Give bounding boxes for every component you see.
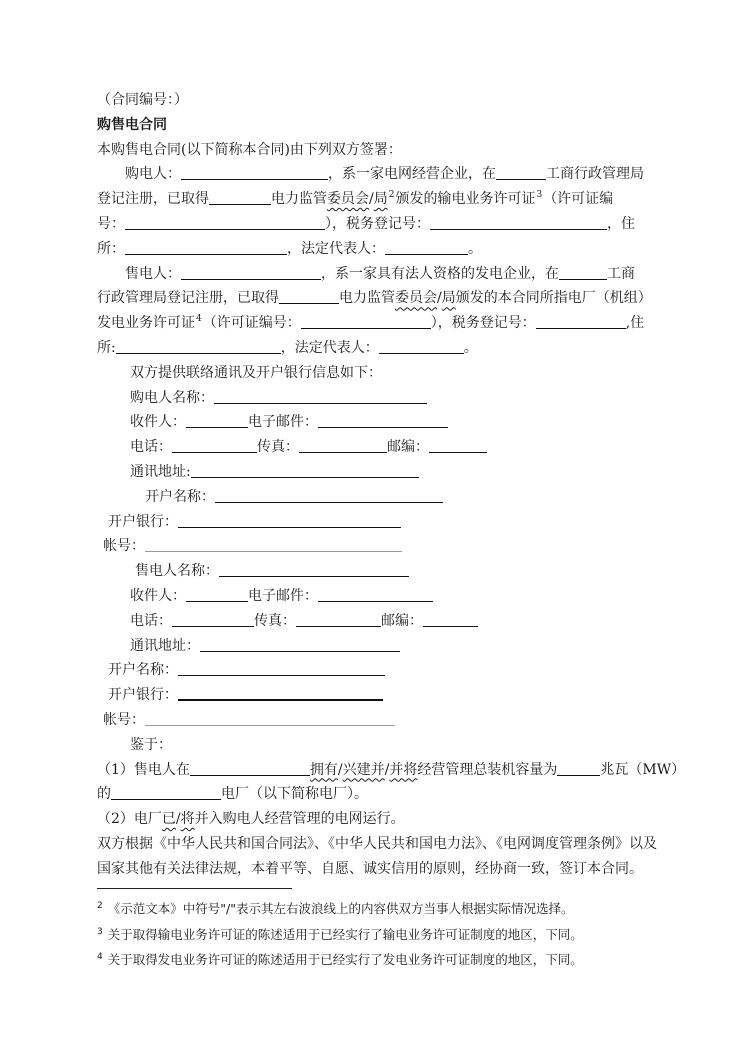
- choice-option-willbe: 将: [180, 811, 195, 828]
- seller-contact-recipient-row: [97, 584, 655, 609]
- text-run: 兆瓦（MW）: [600, 761, 686, 778]
- fill-in-blank: [178, 684, 383, 701]
- buyer-account-no-row: [97, 534, 655, 559]
- buyer-contact-phone-row: [97, 435, 655, 460]
- whereas-clause2: [97, 807, 655, 832]
- fill-in-blank: [145, 536, 402, 552]
- text-run: 号：: [97, 215, 125, 232]
- field-label: 邮编：: [387, 439, 429, 456]
- text-run: 鉴于：: [130, 736, 172, 753]
- fill-in-blank-legal-rep: [379, 338, 464, 354]
- fill-in-blank-plant-name: [111, 784, 221, 800]
- text-run: 并入购电人经营管理的电网运行。: [194, 811, 405, 828]
- buyer-paragraph-line1: [97, 162, 655, 187]
- text-run: ，法定代表人：: [287, 240, 385, 257]
- whereas-clause1-line2: [97, 782, 655, 807]
- text-run: （1）售电人在: [97, 761, 190, 778]
- field-label: 电子邮件：: [248, 587, 318, 604]
- slash-separator: /: [175, 811, 181, 828]
- fill-in-blank-registry-place: [559, 264, 607, 280]
- seller-paragraph-line1: [97, 262, 655, 287]
- text-run: 双方提供联络通讯及开户银行信息如下：: [130, 364, 382, 381]
- field-label: 传真：: [254, 612, 296, 629]
- buyer-paragraph-line2: [97, 187, 655, 212]
- seller-contact-phone-row: [97, 609, 655, 634]
- text-run: 发电业务许可证: [97, 315, 195, 332]
- text-run: （许可证编: [543, 191, 614, 208]
- seller-contact-address-row: [97, 634, 655, 659]
- field-label: 电话：: [130, 612, 172, 629]
- fill-in-blank: [191, 462, 419, 478]
- footnote-marker: 4: [97, 952, 103, 962]
- field-label: 电子邮件：: [248, 414, 318, 431]
- choice-option-building: 兴建并: [342, 761, 385, 778]
- text-run: （许可证编号：: [202, 315, 301, 332]
- text-run: 经营管理总装机容量为: [417, 761, 558, 778]
- choice-option-will: 并将: [389, 761, 418, 778]
- fill-in-blank-capacity: [557, 760, 600, 776]
- fill-in-blank: [214, 388, 427, 404]
- fill-in-blank-tax-no: [536, 313, 626, 329]
- closing-paragraph-line2: [97, 857, 655, 882]
- slash-separator: /: [384, 761, 390, 778]
- buyer-paragraph-line3: [97, 212, 655, 237]
- fill-in-blank: [178, 512, 401, 528]
- text-run: 颁发的本合同所指电厂（机组）: [455, 290, 652, 307]
- fill-in-blank-buyer-name: [181, 164, 328, 180]
- text-run: （2）电厂: [97, 811, 162, 828]
- footnotes-block: [97, 895, 657, 972]
- text-run: ），税务登记号：: [430, 315, 536, 332]
- text-run: 电力监管: [339, 290, 395, 307]
- choice-option-owns: 拥有: [309, 761, 338, 778]
- text-run: 所:: [97, 339, 116, 356]
- choice-option-already: 已: [161, 811, 176, 828]
- seller-account-name-row: [97, 658, 655, 683]
- fill-in-blank: [423, 611, 478, 627]
- whereas-header: [97, 733, 655, 758]
- field-label: 售电人名称：: [135, 563, 219, 580]
- fill-in-blank-legal-rep: [385, 239, 468, 255]
- choice-option-bureau: 局: [373, 191, 388, 208]
- buyer-paragraph-line4: [97, 237, 655, 262]
- fill-in-blank: [145, 710, 395, 726]
- text-run: 电力监管: [271, 191, 327, 208]
- whereas-clause1-line1: [97, 758, 686, 783]
- field-label: 开户名称：: [145, 488, 215, 505]
- text-run: ，法定代表人：: [280, 339, 379, 356]
- fill-in-blank-tax-no: [430, 214, 607, 230]
- closing-paragraph-line1: [97, 832, 655, 857]
- footnote-marker: 3: [97, 926, 103, 937]
- fill-in-blank: [299, 437, 387, 453]
- text-run: 本购售电合同(以下简称本合同)由下列双方签署：: [97, 141, 402, 158]
- seller-paragraph-line2: [97, 286, 655, 311]
- fill-in-blank: [219, 561, 409, 577]
- seller-bank-row: [97, 683, 655, 708]
- buyer-account-name-row: [97, 485, 655, 510]
- text-run: （合同编号：）: [97, 92, 188, 108]
- text-run: ,住: [625, 315, 645, 332]
- fill-in-blank-license-no: [301, 313, 431, 329]
- seller-paragraph-line3: [97, 311, 655, 336]
- footnote-text: 关于取得输电业务许可证的陈述适用于已经实行了输电业务许可证制度的地区，下同。: [107, 926, 583, 942]
- text-run: ，住: [607, 215, 635, 232]
- seller-paragraph-line4: [97, 336, 655, 361]
- footnote-separator: [97, 888, 292, 889]
- footnote-marker: 2: [97, 901, 103, 911]
- fill-in-blank: [178, 660, 385, 676]
- field-label: 通讯地址：: [130, 637, 200, 654]
- contract-number-note: [97, 88, 655, 113]
- footnote-ref-2: 2: [388, 190, 395, 201]
- fill-in-blank-seller-name: [181, 264, 321, 280]
- text-run: 登记注册，已取得: [97, 191, 209, 208]
- footnote-ref-3: 3: [536, 190, 543, 201]
- text-run: ，系一家电网经营企业，在: [328, 166, 496, 183]
- text-run: 的: [97, 786, 111, 803]
- text-run: 。: [463, 339, 478, 356]
- fill-in-blank: [172, 437, 257, 453]
- buyer-contact-address-row: [97, 460, 655, 485]
- field-label: 收件人：: [130, 587, 186, 604]
- fill-in-blank: [318, 586, 433, 602]
- footnote-ref-4: 4: [196, 314, 202, 325]
- slash-separator: /: [337, 761, 343, 778]
- seller-contact-name-row: [97, 559, 655, 584]
- contact-info-header: [97, 361, 655, 386]
- fill-in-blank: [186, 586, 248, 602]
- fill-in-blank: [200, 636, 400, 652]
- text-run: 所：: [97, 240, 125, 257]
- fill-in-blank-location: [190, 760, 310, 776]
- field-label: 传真：: [257, 439, 299, 456]
- fill-in-blank: [186, 412, 248, 428]
- buyer-bank-row: [97, 510, 655, 535]
- field-label: 开户银行：: [108, 513, 178, 530]
- text-run: 颁发的输电业务许可证: [395, 191, 536, 208]
- fill-in-blank: [296, 611, 381, 627]
- document-body: [97, 88, 686, 882]
- footnote-text: 《示范文本》中符号"/"表示其左右波浪线上的内容供双方当事人根据实际情况选择。: [107, 901, 574, 916]
- fill-in-blank: [318, 412, 448, 428]
- text-run: 行政管理局登记注册，已取得: [97, 290, 279, 307]
- choice-option-bureau: 局: [441, 290, 456, 307]
- intro-line: [97, 138, 655, 163]
- choice-option-committee: 委员会: [395, 290, 437, 307]
- field-label: 开户银行：: [108, 687, 178, 704]
- slash-separator: /: [369, 191, 374, 208]
- fill-in-blank-domicile: [125, 239, 287, 255]
- text-run: 工商行政管理局: [546, 166, 644, 183]
- text-run: 国家其他有关法律法规，本着平等、自愿、诚实信用的原则，经协商一致，签订本合同。: [97, 860, 643, 877]
- text-run: 电厂（以下简称电厂）。: [221, 786, 368, 803]
- fill-in-blank-domicile: [116, 338, 281, 354]
- fill-in-blank: [215, 487, 443, 503]
- fill-in-blank-license-no: [125, 214, 325, 230]
- text-run: 双方根据《中华人民共和国合同法》、《中华人民共和国电力法》、《电网调度管理条例》以及: [97, 835, 657, 852]
- field-label: 帐号：: [103, 538, 145, 555]
- field-label: 电话：: [130, 439, 172, 456]
- text-run: ），税务登记号：: [325, 215, 430, 232]
- fill-in-blank: [429, 437, 487, 453]
- field-label: 帐号：: [103, 711, 145, 728]
- field-label: 收件人：: [130, 414, 186, 431]
- field-label: 开户名称：: [108, 662, 178, 679]
- buyer-label: 购电人：: [125, 166, 181, 183]
- fill-in-blank-regulator-region: [279, 288, 339, 304]
- footnote-4: [97, 946, 657, 972]
- slash-separator: /: [437, 290, 442, 307]
- fill-in-blank-registry-place: [496, 164, 546, 180]
- text-run: 。: [468, 240, 482, 257]
- text-run: ，系一家具有法人资格的发电企业，在: [321, 265, 559, 282]
- seller-label: 售电人：: [125, 265, 181, 282]
- footnote-2: [97, 895, 657, 921]
- fill-in-blank: [172, 611, 254, 627]
- field-label: 通讯地址:: [130, 463, 191, 480]
- field-label: 邮编：: [381, 612, 423, 629]
- text-run: 工商: [607, 265, 635, 282]
- choice-option-committee: 委员会: [327, 191, 369, 208]
- footnote-text: 关于取得发电业务许可证的陈述适用于已经实行了发电业务许可证制度的地区，下同。: [107, 952, 583, 967]
- text-run: 购售电合同: [97, 116, 167, 133]
- seller-account-no-row: [97, 708, 655, 733]
- footnote-3: [97, 921, 657, 947]
- field-label: 购电人名称：: [130, 389, 214, 406]
- fill-in-blank-regulator-region: [209, 189, 271, 205]
- buyer-contact-recipient-row: [97, 410, 655, 435]
- buyer-contact-name-row: [97, 386, 655, 411]
- document-title: [97, 113, 655, 138]
